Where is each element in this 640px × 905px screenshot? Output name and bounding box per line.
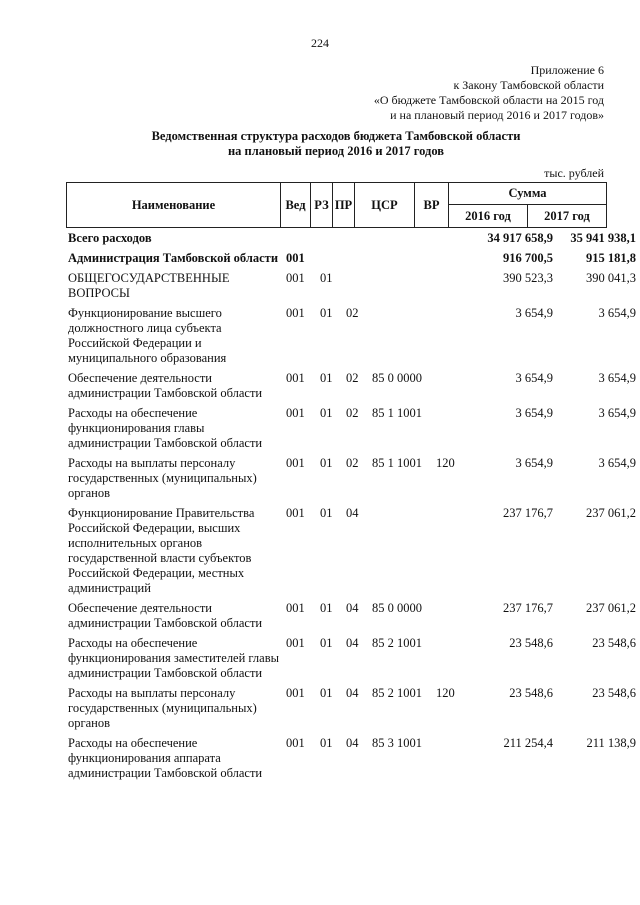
cell-2017: 390 041,3	[586, 271, 636, 285]
table-row	[66, 231, 638, 251]
table-body	[66, 231, 636, 786]
cell-csr	[370, 231, 434, 251]
cell-csr: 85 2 1001	[372, 636, 422, 650]
page-number: 224	[311, 36, 329, 50]
cell-csr: 85 1 1001	[372, 456, 422, 470]
appendix-line-1: Приложение 6	[530, 63, 604, 77]
cell-ved: 001	[286, 371, 305, 385]
cell-2017: 23 548,6	[592, 636, 636, 650]
cell-2017: 3 654,9	[598, 306, 636, 320]
cell-vr	[434, 306, 472, 371]
cell-rz: 01	[320, 371, 333, 385]
cell-2016: 3 654,9	[515, 406, 553, 420]
cell-pr: 02	[346, 306, 359, 320]
appendix-line-3: «О бюджете Тамбовской области на 2015 год	[373, 93, 604, 107]
table-row	[66, 736, 638, 786]
table-header	[66, 182, 606, 228]
header-vr: ВР	[415, 183, 449, 228]
cell-pr	[344, 251, 370, 271]
table-row	[66, 371, 638, 406]
cell-vr	[434, 271, 472, 306]
cell-2016: 237 176,7	[503, 601, 553, 615]
cell-name: Функционирование Правительства Российской Федерации, высших исполнительных органов государственной власти субъектов Российской Федерации, местных администраций	[68, 506, 255, 595]
cell-name: Обеспечение деятельности администрации Тамбовской области	[68, 601, 263, 630]
cell-rz: 01	[320, 636, 333, 650]
cell-ved: 001	[286, 601, 305, 615]
cell-csr	[370, 271, 434, 306]
header-csr: ЦСР	[355, 183, 415, 228]
cell-vr	[434, 636, 472, 686]
cell-vr	[434, 406, 472, 456]
header-ved: Вед	[281, 183, 311, 228]
cell-vr: 120	[436, 456, 455, 470]
cell-pr	[344, 231, 370, 251]
cell-rz: 01	[320, 601, 333, 615]
cell-2016: 237 176,7	[503, 506, 553, 520]
cell-rz: 01	[320, 736, 333, 750]
cell-2016: 23 548,6	[509, 686, 553, 700]
cell-2017: 3 654,9	[598, 406, 636, 420]
cell-vr: 120	[436, 686, 455, 700]
cell-name: Обеспечение деятельности администрации Тамбовской области	[68, 371, 263, 400]
cell-2017: 237 061,2	[586, 506, 636, 520]
cell-vr	[434, 251, 472, 271]
cell-csr	[370, 251, 434, 271]
cell-ved: 001	[286, 636, 305, 650]
cell-ved: 001	[286, 271, 305, 285]
header-year-2017: 2017 год	[528, 205, 607, 228]
cell-ved: 001	[286, 456, 305, 470]
cell-2016: 23 548,6	[509, 636, 553, 650]
cell-vr	[434, 506, 472, 601]
appendix-block	[374, 63, 604, 123]
cell-2016: 211 254,4	[503, 736, 553, 750]
cell-2017: 915 181,8	[586, 251, 636, 265]
cell-pr: 02	[346, 456, 359, 470]
cell-vr	[434, 601, 472, 636]
cell-name: Расходы на обеспечение функционирования главы администрации Тамбовской области	[68, 406, 263, 450]
cell-csr	[370, 506, 434, 601]
cell-csr: 85 3 1001	[372, 736, 422, 750]
cell-rz: 01	[320, 271, 333, 285]
title-line-1: Ведомственная структура расходов бюджета Тамбовской области	[151, 129, 521, 143]
cell-pr: 04	[346, 506, 359, 520]
cell-pr: 02	[346, 406, 359, 420]
cell-ved: 001	[286, 306, 305, 320]
appendix-line-2: к Закону Тамбовской области	[453, 78, 604, 92]
cell-2017: 237 061,2	[586, 601, 636, 615]
cell-pr: 02	[346, 371, 359, 385]
table-row	[66, 306, 638, 371]
cell-ved: 001	[286, 736, 305, 750]
cell-2016: 390 523,3	[503, 271, 553, 285]
cell-rz: 01	[320, 406, 333, 420]
appendix-line-4: и на плановый период 2016 и 2017 годов»	[390, 108, 604, 122]
cell-ved: 001	[286, 506, 305, 520]
cell-csr: 85 0 0000	[372, 601, 422, 615]
table-row	[66, 636, 638, 686]
cell-csr: 85 2 1001	[372, 686, 422, 700]
table-row	[66, 271, 638, 306]
cell-2017: 3 654,9	[598, 371, 636, 385]
cell-rz	[318, 251, 344, 271]
cell-pr	[344, 271, 370, 306]
cell-pr: 04	[346, 636, 359, 650]
cell-csr: 85 1 1001	[372, 406, 422, 420]
cell-name: ОБЩЕГОСУДАРСТВЕННЫЕ ВОПРОСЫ	[68, 271, 230, 300]
table-row	[66, 406, 638, 456]
header-year-2016: 2016 год	[449, 205, 528, 228]
cell-ved: 001	[286, 406, 305, 420]
cell-rz: 01	[320, 306, 333, 320]
table-rows	[66, 231, 638, 786]
document-title	[66, 129, 606, 159]
cell-2016: 3 654,9	[515, 371, 553, 385]
header-pr: ПР	[333, 183, 355, 228]
cell-ved: 001	[286, 251, 305, 265]
cell-rz: 01	[320, 686, 333, 700]
cell-ved	[284, 231, 318, 251]
cell-pr: 04	[346, 601, 359, 615]
cell-name: Расходы на выплаты персоналу государственных (муниципальных) органов	[68, 456, 257, 500]
cell-vr	[434, 736, 472, 786]
cell-name: Администрация Тамбовской области	[68, 251, 279, 265]
cell-2017: 23 548,6	[592, 686, 636, 700]
cell-2016: 34 917 658,9	[487, 231, 553, 245]
title-line-2: на плановый период 2016 и 2017 годов	[227, 144, 445, 158]
cell-2017: 35 941 938,1	[570, 231, 636, 245]
table-row	[66, 456, 638, 506]
cell-name: Всего расходов	[68, 231, 152, 245]
cell-pr: 04	[346, 736, 359, 750]
cell-csr: 85 0 0000	[372, 371, 422, 385]
units-label: тыс. рублей	[544, 166, 604, 180]
cell-csr	[370, 306, 434, 371]
cell-vr	[434, 231, 472, 251]
cell-name: Расходы на обеспечение функционирования аппарата администрации Тамбовской области	[68, 736, 263, 780]
cell-name: Функционирование высшего должностного лица субъекта Российской Федерации и муниципального образования	[68, 306, 227, 365]
cell-vr	[434, 371, 472, 406]
cell-name: Расходы на выплаты персоналу государственных (муниципальных) органов	[68, 686, 257, 730]
table-row	[66, 506, 638, 601]
header-sum: Сумма	[449, 183, 607, 205]
cell-2017: 211 138,9	[586, 736, 636, 750]
table-row	[66, 601, 638, 636]
cell-2017: 3 654,9	[598, 456, 636, 470]
cell-pr: 04	[346, 686, 359, 700]
table-row	[66, 251, 638, 271]
cell-2016: 916 700,5	[503, 251, 553, 265]
cell-rz: 01	[320, 456, 333, 470]
cell-2016: 3 654,9	[515, 306, 553, 320]
cell-name: Расходы на обеспечение функционирования заместителей главы администрации Тамбовской области	[68, 636, 279, 680]
cell-rz	[318, 231, 344, 251]
cell-ved: 001	[286, 686, 305, 700]
table-row	[66, 686, 638, 736]
header-rz: РЗ	[311, 183, 333, 228]
header-name: Наименование	[67, 183, 281, 228]
cell-rz: 01	[320, 506, 333, 520]
cell-2016: 3 654,9	[515, 456, 553, 470]
